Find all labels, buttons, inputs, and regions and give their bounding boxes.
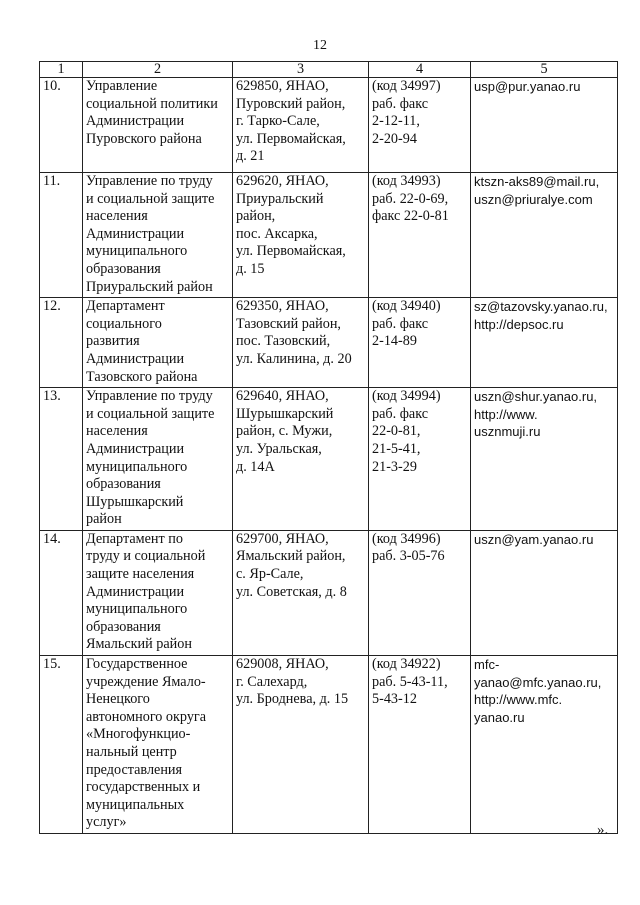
phone-numbers: (код 34994) раб. факс 22-0-81, 21-5-41, 21-3-29 (369, 388, 471, 531)
table-row (40, 78, 618, 173)
table-row (40, 388, 618, 531)
column-header: 2 (83, 62, 233, 78)
postal-address: 629350, ЯНАО, Тазовский район, пос. Тазовский, ул. Калинина, д. 20 (233, 298, 369, 388)
postal-address: 629700, ЯНАО, Ямальский район, с. Яр-Сале, ул. Советская, д. 8 (233, 530, 369, 655)
column-header: 3 (233, 62, 369, 78)
phone-numbers: (код 34940) раб. факс 2-14-89 (369, 298, 471, 388)
row-number: 15. (40, 656, 83, 834)
email-website: ktszn-aks89@mail.ru, uszn@priuralye.com (471, 173, 618, 298)
contacts-table (39, 61, 618, 834)
column-header: 1 (40, 62, 83, 78)
column-header: 4 (369, 62, 471, 78)
postal-address: 629640, ЯНАО, Шурышкарский район, с. Мужи, ул. Уральская, д. 14А (233, 388, 369, 531)
row-number: 11. (40, 173, 83, 298)
postal-address: 629850, ЯНАО, Пуровский район, г. Тарко-Сале, ул. Первомайская, д. 21 (233, 78, 369, 173)
email-website: uszn@yam.yanao.ru (471, 530, 618, 655)
table-row (40, 298, 618, 388)
organization-name: Управление социальной политики Администрации Пуровского района (83, 78, 233, 173)
table-row (40, 656, 618, 834)
page-number: 12 (313, 38, 327, 53)
row-number: 10. (40, 78, 83, 173)
organization-name: Государственное учреждение Ямало- Ненецкого автономного округа «Многофункцио- нальный центр предоставления государственных и муниципальных услуг» (83, 656, 233, 834)
email-website: usp@pur.yanao.ru (471, 78, 618, 173)
table-row (40, 530, 618, 655)
organization-name: Управление по труду и социальной защите населения Администрации муниципального образования Шурышкарский район (83, 388, 233, 531)
organization-name: Управление по труду и социальной защите населения Администрации муниципального образования Приуральский район (83, 173, 233, 298)
organization-name: Департамент по труду и социальной защите населения Администрации муниципального образования Ямальский район (83, 530, 233, 655)
organization-name: Департамент социального развития Администрации Тазовского района (83, 298, 233, 388)
table-header-row (40, 62, 618, 78)
email-website: sz@tazovsky.yanao.ru, http://depsoc.ru (471, 298, 618, 388)
phone-numbers: (код 34922) раб. 5-43-11, 5-43-12 (369, 656, 471, 834)
row-number: 14. (40, 530, 83, 655)
phone-numbers: (код 34997) раб. факс 2-12-11, 2-20-94 (369, 78, 471, 173)
phone-numbers: (код 34996) раб. 3-05-76 (369, 530, 471, 655)
column-header: 5 (471, 62, 618, 78)
phone-numbers: (код 34993) раб. 22-0-69, факс 22-0-81 (369, 173, 471, 298)
email-website: mfc- yanao@mfc.yanao.ru, http://www.mfc. yanao.ru (471, 656, 618, 834)
postal-address: 629620, ЯНАО, Приуральский район, пос. Аксарка, ул. Первомайская, д. 15 (233, 173, 369, 298)
row-number: 12. (40, 298, 83, 388)
closing-quote-mark: ». (597, 822, 609, 838)
row-number: 13. (40, 388, 83, 531)
postal-address: 629008, ЯНАО, г. Салехард, ул. Броднева, д. 15 (233, 656, 369, 834)
email-website: uszn@shur.yanao.ru, http://www. usznmuji.ru (471, 388, 618, 531)
table-row (40, 173, 618, 298)
